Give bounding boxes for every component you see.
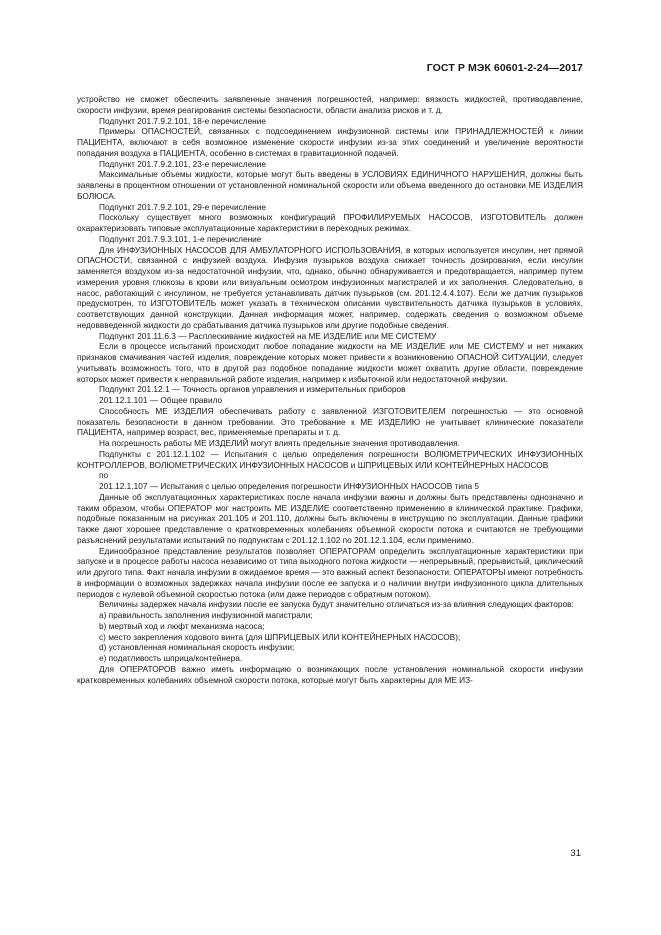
paragraph: Способность МЕ ИЗДЕЛИЯ обеспечивать работу с заявленной ИЗГОТОВИТЕЛЕМ погрешностью — это основной показатель безопасности в данном требовании. Это требование к МЕ ИЗДЕЛИЮ не учитывает клинические показатели ПАЦИЕНТА, например возраст, вес, применяемые препараты и т. д. bbox=[77, 405, 583, 438]
paragraph: по bbox=[99, 470, 109, 481]
paragraph: 201.12.1.107 — Испытания с целью определения погрешности ИНФУЗИОННЫХ НАСОСОВ типа 5 bbox=[99, 481, 480, 491]
list-item: d) установленная номинальная скорость инфузии; bbox=[99, 642, 295, 653]
paragraph: Подпункт 201.7.9.3.101, 1-е перечисление bbox=[99, 233, 262, 244]
paragraph: Подпункт 201.7.9.2.101, 29-е перечисление bbox=[99, 201, 267, 212]
paragraph: Подпункт 201.11.6.3 — Расплескивание жидкостей на МЕ ИЗДЕЛИЕ или МЕ СИСТЕМУ bbox=[99, 330, 437, 341]
list-item: е) податливость шприца/контейнера. bbox=[99, 653, 243, 663]
paragraph: Поскольку существует много возможных конфигураций ПРОФИЛИРУЕМЫХ НАСОСОВ, ИЗГОТОВИТЕЛЬ должен охарактеризовать типовые эксплуатационные характеристики в переходных режимах. bbox=[77, 212, 583, 233]
paragraph: Для ИНФУЗИОННЫХ НАСОСОВ ДЛЯ АМБУЛАТОРНОГО ИСПОЛЬЗОВАНИЯ, в которых используется инсулин, нет прямой ОПАСНОСТИ, связанной с инфузией воздуха. Инфузия пузырьков воздуха снижает точность дозирования, если инсулин заменяется воздухом из-за недостаточной инфузии, что, однако, обычно обнаруживается и предотвращается, например путем измерения уровня глюкозы в крови или визуальным осмотром инфузионных магистралей и их заполнения. Следовательно, в насос, работающий с инсулином, не требуется устанавливать датчик пузырьков (см. 201.12.4.4.107). Если же датчик пузырьков предусмотрен, то ИЗГОТОВИТЕЛЬ может указать в техническом описании чувствительность датчика пузырьков в условиях, соответствующих данной конструкции. Данная информация может, например, содержать сведения о возможном объеме недоввведенной жидкости до срабатывания датчика пузырьков или другие подобные сведения. bbox=[77, 244, 583, 330]
list-item: b) мертвый ход и люфт механизма насоса; bbox=[99, 620, 265, 631]
paragraph: устройство не сможет обеспечить заявленные значения погрешностей, например: вязкость жидкостей, противодавление, скорости инфузии, время реагирования системы безопасности, области анализа рисков и т. д. bbox=[77, 94, 583, 115]
paragraph: Для ОПЕРАТОРОВ важно иметь информацию о возникающих после установления номинальной скорости инфузии кратковременных колебаниях объемной скорости потока, которые могут быть характерны для МЕ ИЗ- bbox=[77, 663, 583, 685]
paragraph: Максимальные объемы жидкости, которые могут быть введены в УСЛОВИЯХ ЕДИНИЧНОГО НАРУШЕНИЯ, должны быть заявлены в процентном отношении от установленной номинальной скорости или объема введенного до остановки МЕ ИЗДЕЛИЯ БОЛЮСА. bbox=[77, 169, 583, 201]
document-body bbox=[77, 94, 583, 685]
paragraph: Подпункт 201.12.1 — Точность органов управления и измерительных приборов bbox=[99, 384, 406, 395]
standard-header: ГОСТ Р МЭК 60601-2-24—2017 bbox=[426, 62, 583, 74]
paragraph: 201.12.1.101 — Общее правило bbox=[99, 395, 223, 405]
list-item: а) правильность заполнения инфузионной магистрали; bbox=[99, 610, 313, 620]
page-number: 31 bbox=[570, 848, 581, 859]
paragraph: Подпункты с 201.12.1.102 — Испытания с целью определения погрешности ВОЛЮМЕТРИЧЕСКИХ ИНФУЗИОННЫХ КОНТРОЛЛЕРОВ, ВОЛЮМЕТРИЧЕСКИХ ИНФУЗИОННЫХ НАСОСОВ и ШПРИЦЕВЫХ ИЛИ КОНТЕЙНЕРНЫХ НАСОСОВ bbox=[77, 448, 583, 470]
paragraph: Величины задержек начала инфузии после ее запуска будут значительно отличаться из-за влияния следующих факторов: bbox=[99, 599, 574, 610]
paragraph: Примеры ОПАСНОСТЕЙ, связанных с подсоединением инфузионной системы или ПРИНАДЛЕЖНОСТЕЙ к линии ПАЦИЕНТА, включают в себя возможное изменение скорости инфузии из-за этих соединений и увеличение вероятности попадания воздуха в ПАЦИЕНТА, особенно в системах в гравитационной подачей. bbox=[77, 126, 583, 158]
paragraph: Единообразное представление результатов позволяет ОПЕРАТОРАМ определить эксплуатационные характеристики при запуске и в процессе работы насоса независимо от типа выходного потока жидкости — непрерывный, прерывистый, циклический или другого типа. Факт начала инфузии в ожидаемое время — это важный аспект безопасности. ОПЕРАТОРЫ имеют потребность в информации о возможных задержках начала инфузии после ее запуска и о наличии внутри инфузионного цикла длительных периодов с нулевой объемной скоростью потока (или даже периодов с обратным потоком). bbox=[77, 545, 583, 599]
paragraph: Данные об эксплуатационных характеристиках после начала инфузии важны и должны быть представлены однозначно и таким образом, чтобы ОПЕРАТОР мог настроить МЕ ИЗДЕЛИЕ соответственно применению в клинической практике. Графики, подобные показанным на рисунках 201.105 и 201.110, должны быть включены в инструкцию по эксплуатации. Данные графики также дают хорошее представление о кратковременных колебаниях объемной скорости потока и считаются не требующими разъяснений результатами испытаний по подпунктам с 201.12.1.102 по 201.12.1.104, если применимо. bbox=[77, 491, 583, 545]
paragraph: Подпункт 201.7.9.2.101, 23-е перечисление bbox=[99, 158, 267, 169]
list-item: с) место закрепления ходового винта (для ШПРИЦЕВЫХ ИЛИ КОНТЕЙНЕРНЫХ НАСОСОВ); bbox=[99, 631, 461, 642]
paragraph: Если в процессе испытаний происходит любое попадание жидкости на МЕ ИЗДЕЛИЕ или МЕ СИСТЕМУ и нет никаких признаков смачивания частей изделия, повреждение которых может привести к возникновению ОПАСНОЙ СИТУАЦИИ, следует учитывать возможность того, что в другой раз подобное попадание жидкости может охватить другие области, повреждение которых может привести к неправильной работе изделия, например к избыточной или недостаточной инфузии. bbox=[77, 341, 583, 384]
paragraph: На погрешность работы МЕ ИЗДЕЛИЙ могут влиять предельные значения противодавления. bbox=[99, 438, 460, 448]
paragraph: Подпункт 201.7.9.2.101, 18-е перечисление bbox=[99, 115, 267, 126]
